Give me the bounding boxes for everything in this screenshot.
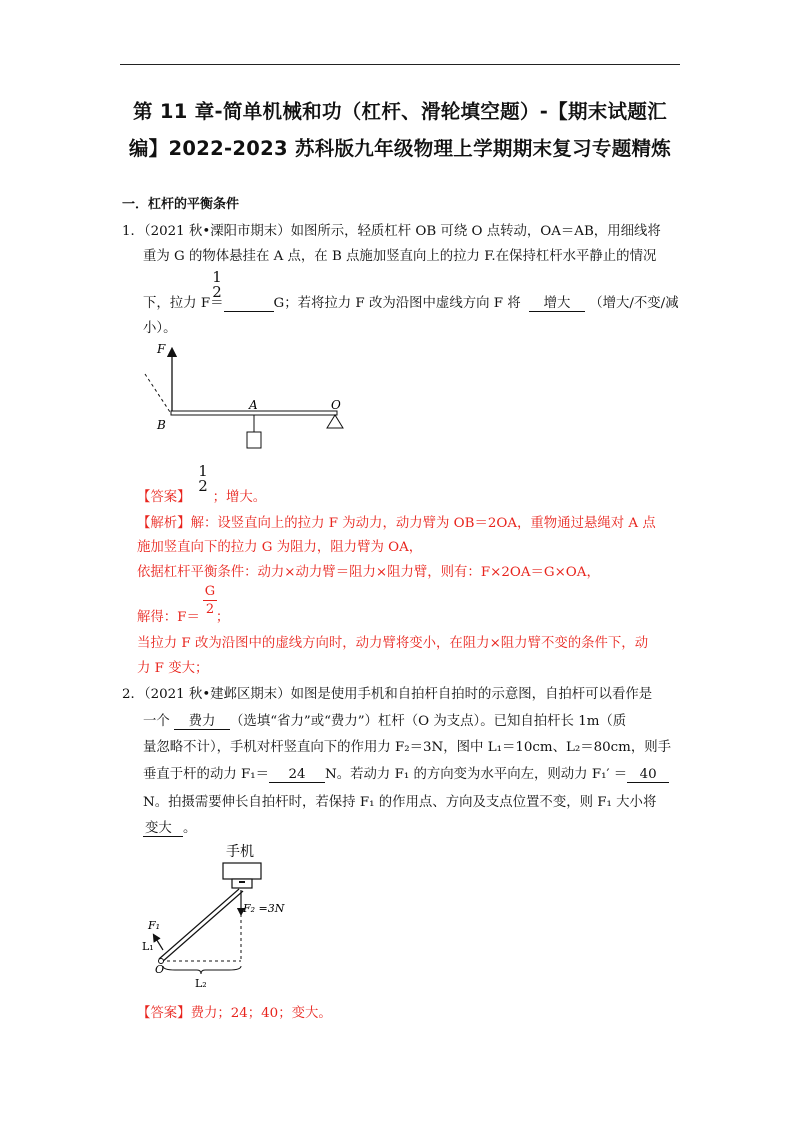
q1-analysis-6: 力 F 变大； (137, 661, 209, 676)
fraction-denominator: 2 (212, 283, 222, 301)
answer-text: 费力；24；40；变大。 (190, 1006, 332, 1021)
q2-line-5: N。拍摄需要伸长自拍杆时，若保持 F₁ 的作用点、方向及支点位置不变，则 F₁ 大小将 (143, 795, 657, 810)
answer-tag: 【答案】 (137, 1006, 191, 1021)
section-heading: 一．杠杆的平衡条件 (122, 197, 240, 212)
label-F1: F₁ (148, 919, 161, 932)
title-line-2: 编】2022-2023 苏科版九年级物理上学期期末复习专题精炼 (128, 137, 672, 160)
q1-text-3b: G；若将拉力 F 改为沿图中虚线方向 F 将 (273, 296, 521, 311)
q2-line-2 (143, 710, 626, 730)
analysis-tag: 【解析】 (137, 516, 191, 531)
fulcrum (327, 415, 343, 428)
answer-text: ；增大。 (212, 490, 267, 505)
label-A: A (249, 398, 258, 412)
header-rule (120, 64, 680, 65)
q1-fraction (210, 270, 224, 300)
label-B: B (157, 418, 166, 432)
L2-brace (163, 966, 241, 974)
q1-analysis-3: 依据杠杆平衡条件：动力×动力臂＝阻力×阻力臂，则有：F×2OA＝G×OA， (137, 565, 600, 580)
label-L2: L₂ (195, 977, 207, 990)
q1-text-3a: 下，拉力 F＝ (143, 296, 224, 311)
fraction-denominator: 2 (198, 477, 208, 495)
q1-number: 1． (122, 224, 144, 239)
q2-text-4b: N。若动力 F₁ 的方向变为水平向左，则动力 F₁′ ＝ (325, 767, 628, 782)
label-L1: L₁ (142, 940, 154, 953)
phone-clamp (232, 879, 252, 888)
q2-blank-4: 变大 (143, 817, 183, 837)
analysis-text-4b: ； (215, 610, 230, 625)
stick-edge-1 (159, 889, 239, 959)
q2-blank-3: 40 (627, 767, 669, 783)
weight-block (247, 432, 261, 448)
q2-text-6: 。 (183, 821, 197, 836)
label-O: O (155, 963, 165, 976)
selfie-stick-figure (135, 840, 285, 990)
stick-edge-2 (162, 891, 243, 962)
label-phone: 手机 (226, 844, 254, 860)
fraction-numerator: 1 (198, 462, 208, 480)
q1-line-1 (122, 220, 661, 239)
q1-text-3c: （增大/不变/减 (589, 296, 679, 311)
q1-blank-2: 增大 (529, 292, 585, 312)
analysis-text-1: 解：设竖直向上的拉力 F 为动力，动力臂为 OB＝2OA，重物通过悬绳对 A 点 (190, 516, 656, 531)
answer-tag: 【答案】 (137, 490, 191, 505)
q2-text-4a: 垂直于杆的动力 F₁＝ (143, 767, 270, 782)
q1-line-2: 重为 G 的物体悬挂在 A 点，在 B 点施加竖直向上的拉力 F.在保持杠杆水平静止的情况 (143, 249, 657, 264)
q2-text-2a: 一个 (143, 714, 170, 729)
title-line-1: 第 11 章-简单机械和功（杠杆、滑轮填空题）-【期末试题汇 (133, 100, 667, 123)
q2-answer (137, 1002, 332, 1021)
fraction-numerator: G (204, 584, 216, 599)
q2-text-1: （2021 秋•建邺区期末）如图是使用手机和自拍杆自拍时的示意图，自拍杆可以看作是 (143, 687, 653, 702)
dashed-direction (145, 374, 170, 412)
q2-blank-2: 24 (269, 767, 325, 783)
q2-line-4 (143, 763, 669, 783)
q2-blank-1: 费力 (174, 710, 230, 730)
q2-number: 2． (122, 687, 144, 702)
phone-body (223, 863, 261, 879)
label-F: F (157, 342, 166, 356)
q2-line-3: 量忽略不计），手机对杆竖直向下的作用力 F₂＝3N，图中 L₁＝10cm、L₂＝80cm，则手 (143, 740, 672, 755)
page-title (120, 93, 680, 167)
q1-line-4: 小）。 (143, 321, 177, 336)
fraction-denominator: 2 (205, 602, 215, 617)
q2-text-2b: （选填“省力”或“费力”）杠杆（O 为支点）。已知自拍杆长 1m（质 (230, 714, 627, 729)
q1-analysis-1 (137, 512, 656, 531)
F1-arrow (155, 937, 163, 950)
analysis-fraction (203, 584, 217, 617)
lever-figure (135, 338, 365, 458)
q1-text-1: （2021 秋•溧阳市期末）如图所示，轻质杠杆 OB 可绕 O 点转动，OA＝AB，用细线将 (143, 224, 661, 239)
label-F2: F₂ =3N (243, 902, 285, 915)
answer-fraction (196, 464, 210, 494)
q1-analysis-5: 当拉力 F 改为沿图中的虚线方向时，动力臂将变小，在阻力×阻力臂不变的条件下，动 (137, 636, 649, 651)
q1-blank-1 (224, 296, 274, 312)
label-O: O (331, 398, 341, 412)
fraction-numerator: 1 (212, 268, 222, 286)
analysis-text-4: 解得：F＝ (137, 610, 200, 625)
q1-analysis-2: 施加竖直向下的拉力 G 为阻力，阻力臂为 OA， (137, 540, 423, 555)
q2-line-1 (122, 683, 652, 702)
q2-line-6 (143, 817, 196, 837)
